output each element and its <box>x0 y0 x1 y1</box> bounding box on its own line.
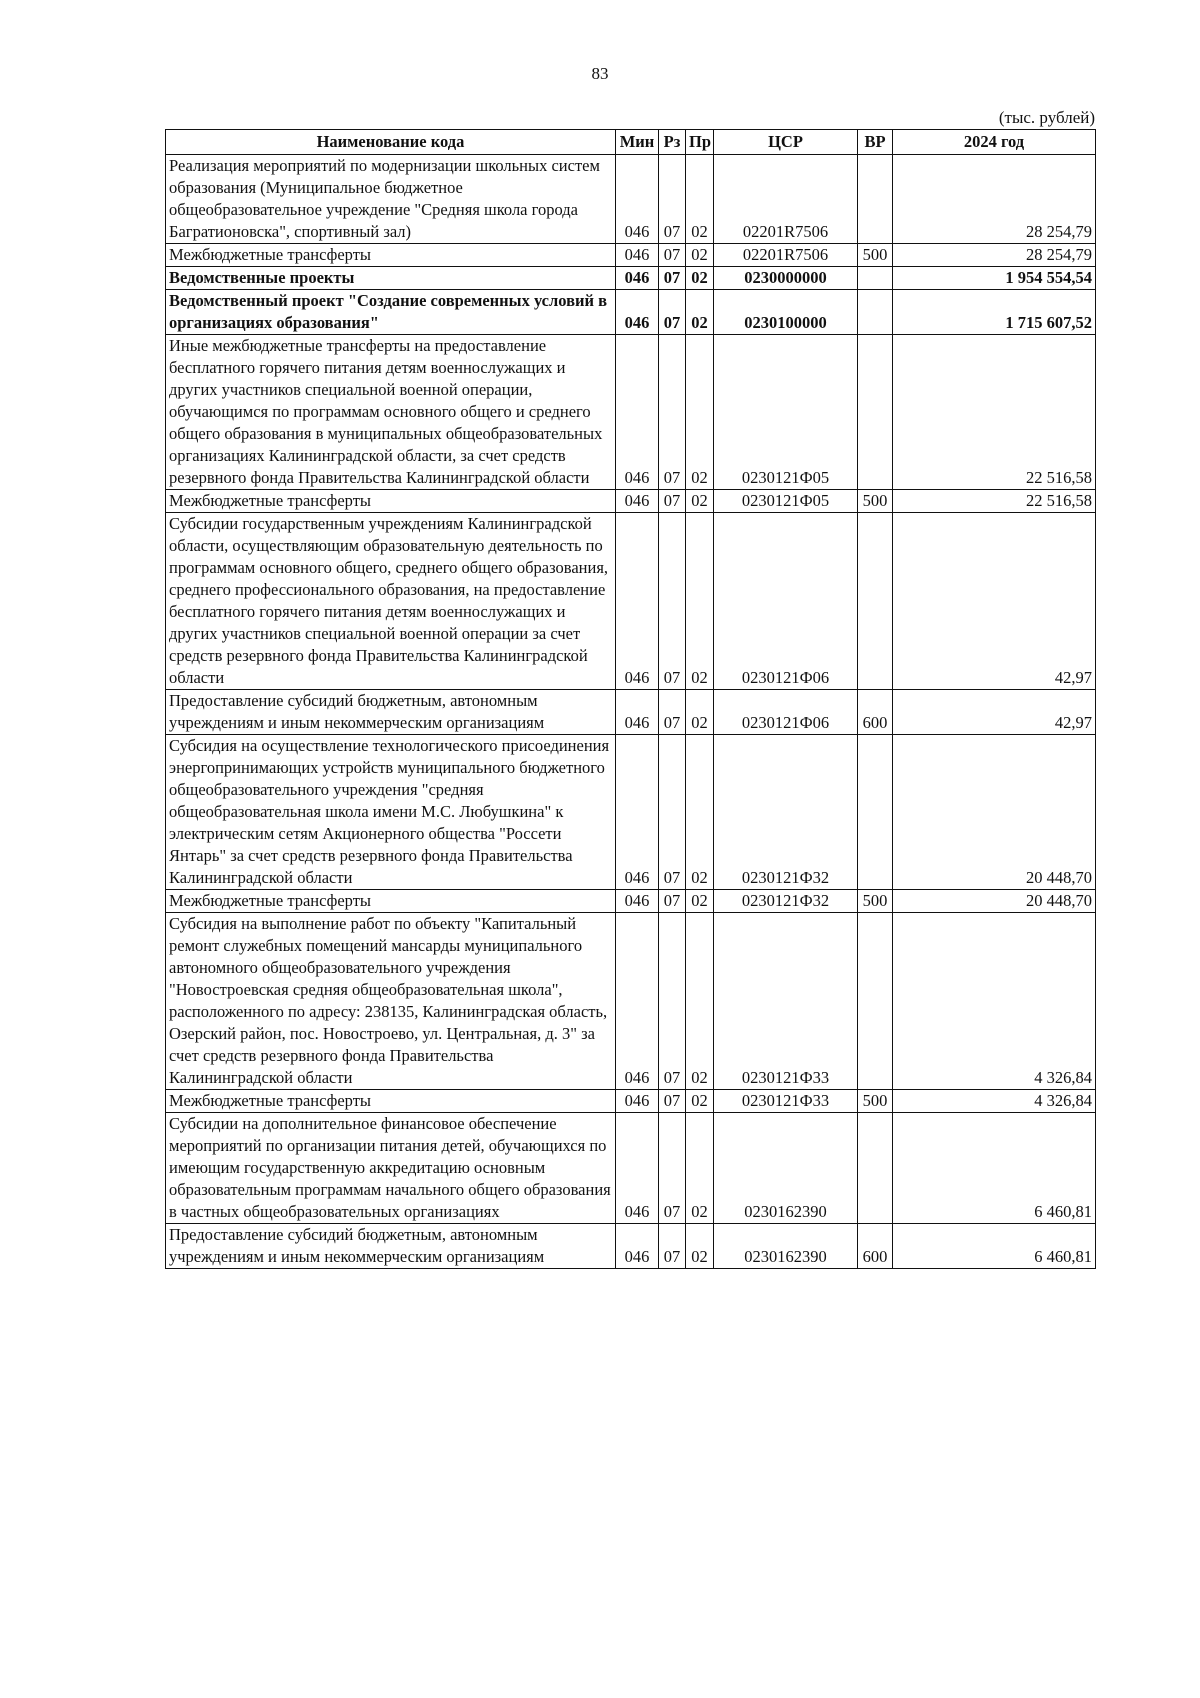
row-vr: 500 <box>858 244 893 267</box>
row-vr <box>858 913 893 1090</box>
row-pr: 02 <box>686 690 714 735</box>
row-name: Реализация мероприятий по модернизации школьных систем образования (Муниципальное бюджетное общеобразовательное учреждение "Средняя школа города Багратионовска", спортивный зал) <box>166 155 616 244</box>
header-min: Мин <box>616 130 659 155</box>
row-vr <box>858 267 893 290</box>
table-row <box>166 513 1096 690</box>
row-rz: 07 <box>659 1224 686 1269</box>
row-vr <box>858 735 893 890</box>
row-rz: 07 <box>659 913 686 1090</box>
table-row <box>166 267 1096 290</box>
budget-table <box>165 129 1096 1269</box>
row-vr <box>858 155 893 244</box>
row-vr: 500 <box>858 1090 893 1113</box>
table-row <box>166 1224 1096 1269</box>
row-rz: 07 <box>659 490 686 513</box>
row-amount: 22 516,58 <box>893 335 1096 490</box>
row-rz: 07 <box>659 267 686 290</box>
row-rz: 07 <box>659 513 686 690</box>
header-rz: Рз <box>659 130 686 155</box>
row-csr: 0230162390 <box>714 1113 858 1224</box>
header-vr: ВР <box>858 130 893 155</box>
units-label: (тыс. рублей) <box>998 108 1095 127</box>
row-min: 046 <box>616 1090 659 1113</box>
header-pr: Пр <box>686 130 714 155</box>
row-name: Предоставление субсидий бюджетным, автономным учреждениям и иным некоммерческим организациям <box>166 1224 616 1269</box>
row-pr: 02 <box>686 1090 714 1113</box>
row-vr <box>858 335 893 490</box>
row-vr: 600 <box>858 1224 893 1269</box>
row-amount: 1 715 607,52 <box>893 290 1096 335</box>
row-amount: 4 326,84 <box>893 1090 1096 1113</box>
row-rz: 07 <box>659 244 686 267</box>
row-csr: 0230121Ф32 <box>714 890 858 913</box>
row-name: Иные межбюджетные трансферты на предоставление бесплатного горячего питания детям военнослужащих и других участников специальной военной операции, обучающимся по программам основного общего и среднего общего образования в муниципальных общеобразовательных организациях Калининградской области, за счет средств резервного фонда Правительства Калининградской области <box>166 335 616 490</box>
row-name: Ведомственный проект "Создание современных условий в организациях образования" <box>166 290 616 335</box>
row-pr: 02 <box>686 490 714 513</box>
table-row <box>166 890 1096 913</box>
row-amount: 20 448,70 <box>893 890 1096 913</box>
row-vr: 500 <box>858 890 893 913</box>
row-amount: 1 954 554,54 <box>893 267 1096 290</box>
row-pr: 02 <box>686 890 714 913</box>
row-csr: 02201R7506 <box>714 155 858 244</box>
row-min: 046 <box>616 513 659 690</box>
row-pr: 02 <box>686 1224 714 1269</box>
row-amount: 6 460,81 <box>893 1224 1096 1269</box>
row-name: Межбюджетные трансферты <box>166 244 616 267</box>
row-pr: 02 <box>686 513 714 690</box>
table-row <box>166 290 1096 335</box>
row-amount: 42,97 <box>893 513 1096 690</box>
row-csr: 0230121Ф33 <box>714 913 858 1090</box>
table-row <box>166 913 1096 1090</box>
row-min: 046 <box>616 890 659 913</box>
row-vr: 600 <box>858 690 893 735</box>
row-min: 046 <box>616 155 659 244</box>
row-csr: 0230121Ф32 <box>714 735 858 890</box>
row-min: 046 <box>616 735 659 890</box>
row-min: 046 <box>616 244 659 267</box>
table-row <box>166 735 1096 890</box>
row-name: Предоставление субсидий бюджетным, автономным учреждениям и иным некоммерческим организациям <box>166 690 616 735</box>
row-csr: 0230162390 <box>714 1224 858 1269</box>
row-rz: 07 <box>659 890 686 913</box>
row-amount: 6 460,81 <box>893 1113 1096 1224</box>
row-pr: 02 <box>686 267 714 290</box>
table-row <box>166 690 1096 735</box>
row-csr: 02201R7506 <box>714 244 858 267</box>
row-rz: 07 <box>659 1090 686 1113</box>
row-name: Субсидия на выполнение работ по объекту "Капитальный ремонт служебных помещений мансарды муниципального автономного общеобразовательного учреждения "Новостроевская средняя общеобразовательная школа", расположенного по адресу: 238135, Калининградская область, Озерский район, пос. Новостроево, ул. Центральная, д. 3" за счет средств резервного фонда Правительства Калининградской области <box>166 913 616 1090</box>
row-vr <box>858 1113 893 1224</box>
row-pr: 02 <box>686 244 714 267</box>
row-csr: 0230100000 <box>714 290 858 335</box>
table-row <box>166 335 1096 490</box>
row-pr: 02 <box>686 913 714 1090</box>
table-row <box>166 244 1096 267</box>
row-amount: 20 448,70 <box>893 735 1096 890</box>
row-min: 046 <box>616 335 659 490</box>
row-rz: 07 <box>659 690 686 735</box>
header-name: Наименование кода <box>166 130 616 155</box>
row-csr: 0230121Ф06 <box>714 690 858 735</box>
row-vr: 500 <box>858 490 893 513</box>
row-rz: 07 <box>659 290 686 335</box>
row-pr: 02 <box>686 155 714 244</box>
row-csr: 0230121Ф05 <box>714 490 858 513</box>
row-min: 046 <box>616 290 659 335</box>
row-amount: 42,97 <box>893 690 1096 735</box>
row-name: Субсидии на дополнительное финансовое обеспечение мероприятий по организации питания детей, обучающихся по имеющим государственную аккредитацию основным образовательным программам начального общего образования в частных общеобразовательных организациях <box>166 1113 616 1224</box>
row-amount: 28 254,79 <box>893 244 1096 267</box>
header-year: 2024 год <box>893 130 1096 155</box>
row-min: 046 <box>616 1113 659 1224</box>
row-vr <box>858 290 893 335</box>
row-csr: 0230121Ф06 <box>714 513 858 690</box>
table-row <box>166 490 1096 513</box>
row-amount: 22 516,58 <box>893 490 1096 513</box>
table-row <box>166 155 1096 244</box>
row-pr: 02 <box>686 335 714 490</box>
row-min: 046 <box>616 690 659 735</box>
table-row <box>166 1090 1096 1113</box>
row-csr: 0230121Ф33 <box>714 1090 858 1113</box>
row-amount: 28 254,79 <box>893 155 1096 244</box>
row-min: 046 <box>616 1224 659 1269</box>
table-body <box>166 155 1096 1269</box>
row-rz: 07 <box>659 335 686 490</box>
row-min: 046 <box>616 913 659 1090</box>
header-csr: ЦСР <box>714 130 858 155</box>
row-name: Межбюджетные трансферты <box>166 890 616 913</box>
row-pr: 02 <box>686 735 714 890</box>
row-name: Межбюджетные трансферты <box>166 490 616 513</box>
row-rz: 07 <box>659 155 686 244</box>
row-min: 046 <box>616 267 659 290</box>
row-name: Ведомственные проекты <box>166 267 616 290</box>
row-csr: 0230121Ф05 <box>714 335 858 490</box>
row-name: Субсидии государственным учреждениям Калининградской области, осуществляющим образовательную деятельность по программам основного общего, среднего общего образования, среднего профессионального образования, на предоставление бесплатного горячего питания детям военнослужащих и других участников специальной военной операции за счет средств резервного фонда Правительства Калининградской области <box>166 513 616 690</box>
row-pr: 02 <box>686 1113 714 1224</box>
row-csr: 0230000000 <box>714 267 858 290</box>
row-name: Межбюджетные трансферты <box>166 1090 616 1113</box>
row-vr <box>858 513 893 690</box>
row-min: 046 <box>616 490 659 513</box>
row-rz: 07 <box>659 735 686 890</box>
table-row <box>166 1113 1096 1224</box>
row-name: Субсидия на осуществление технологического присоединения энергопринимающих устройств муниципального бюджетного общеобразовательного учреждения "средняя общеобразовательная школа имени М.С. Любушкина" к электрическим сетям Акционерного общества "Россети Янтарь" за счет средств резервного фонда Правительства Калининградской области <box>166 735 616 890</box>
row-pr: 02 <box>686 290 714 335</box>
row-amount: 4 326,84 <box>893 913 1096 1090</box>
row-rz: 07 <box>659 1113 686 1224</box>
table-header-row <box>166 130 1096 155</box>
page-number: 83 <box>591 64 609 83</box>
